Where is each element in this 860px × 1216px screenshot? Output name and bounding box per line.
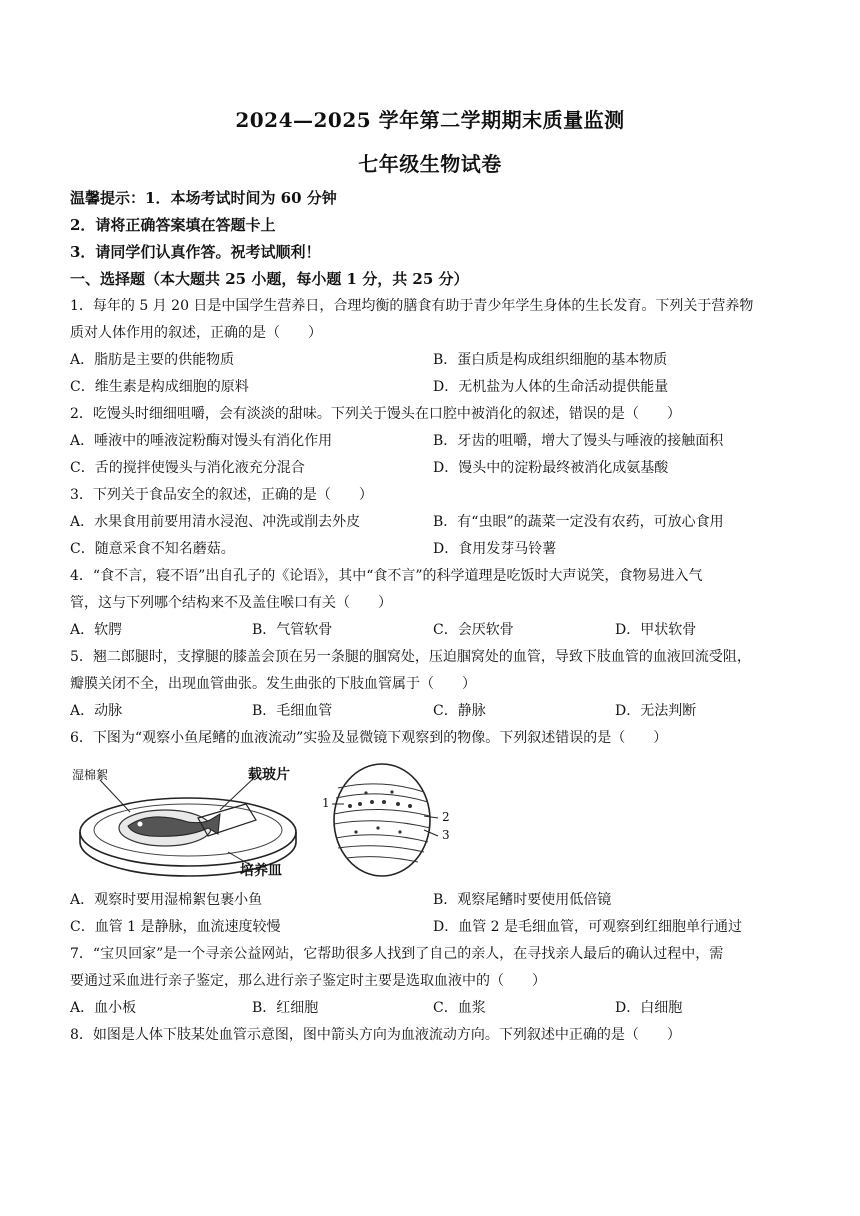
fig-label-wet-cotton: 湿棉絮 — [72, 768, 109, 782]
q1-option-a: A．脂肪是主要的供能物质 — [70, 352, 235, 368]
q6-stem-line-1: 6．下图为“观察小鱼尾鳍的血液流动”实验及显微镜下观察到的物像。下列叙述错误的是（ ） — [70, 730, 668, 746]
q1-stem-line-2: 质对人体作用的叙述，正确的是（ ） — [70, 325, 322, 341]
q4-stem-line-1: 4．“食不言，寝不语”出自孔子的《论语》，其中“食不言”的科学道理是吃饭时大声说笑，食物易进入气 — [70, 568, 703, 584]
q6-option-d: D．血管 2 是毛细血管，可观察到红细胞单行通过 — [433, 919, 743, 935]
q1-stem-line-1: 1．每年的 5 月 20 日是中国学生营养日，合理均衡的膳食有助于青少年学生身体的生长发育。下列关于营养物 — [70, 298, 754, 314]
fig-number-2: 2 — [442, 810, 450, 824]
q3-stem-line-1: 3．下列关于食品安全的叙述，正确的是（ ） — [70, 487, 373, 503]
fig-label-petri-dish: 培养皿 — [240, 863, 282, 879]
q7-stem-line-2: 要通过采血进行亲子鉴定，那么进行亲子鉴定时主要是选取血液中的（ ） — [70, 973, 546, 989]
tip-line-1: 温馨提示：1．本场考试时间为 60 分钟 — [70, 189, 337, 207]
q3-option-a: A．水果食用前要用清水浸泡、冲洗或削去外皮 — [70, 514, 361, 530]
q1-option-b: B．蛋白质是构成组织细胞的基本物质 — [433, 352, 668, 368]
q2-option-b: B．牙齿的咀嚼，增大了馒头与唾液的接触面积 — [433, 433, 724, 449]
tip-line-3: 3．请同学们认真作答。祝考试顺利！ — [70, 243, 321, 261]
q4-option-a: A．软腭 — [70, 622, 123, 638]
q5-option-c: C．静脉 — [433, 703, 486, 719]
q4-option-d: D．甲状软骨 — [615, 622, 697, 638]
q4-stem-line-2: 管，这与下列哪个结构来不及盖住喉口有关（ ） — [70, 595, 392, 611]
q3-option-b: B．有“虫眼”的蔬菜一定没有农药，可放心食用 — [433, 514, 724, 530]
q7-option-d: D．白细胞 — [615, 1000, 683, 1016]
q6-option-a: A．观察时要用湿棉絮包裹小鱼 — [70, 892, 263, 908]
q5-stem-line-1: 5．翘二郎腿时，支撑腿的膝盖会顶在另一条腿的腘窝处，压迫腘窝处的血管，导致下肢血管的血液回流受阻， — [70, 649, 751, 665]
fig-label-slide: 载玻片 — [248, 767, 290, 783]
q6-fish-dish-figure — [70, 762, 310, 882]
exam-subtitle: 七年级生物试卷 — [358, 152, 502, 176]
q1-option-d: D．无机盐为人体的生命活动提供能量 — [433, 379, 669, 395]
q8-stem-line-1: 8．如图是人体下肢某处血管示意图，图中箭头方向为血液流动方向。下列叙述中正确的是（ ） — [70, 1027, 681, 1043]
q2-option-a: A．唾液中的唾液淀粉酶对馒头有消化作用 — [70, 433, 333, 449]
q7-option-b: B．红细胞 — [252, 1000, 319, 1016]
q6-microscope-figure — [320, 758, 470, 883]
q3-option-c: C．随意采食不知名蘑菇。 — [70, 541, 235, 557]
exam-title: 2024—2025 学年第二学期期末质量监测 — [235, 108, 625, 132]
q2-option-c: C．舌的搅拌使馒头与消化液充分混合 — [70, 460, 305, 476]
fig-number-1: 1 — [322, 796, 330, 810]
q5-option-d: D．无法判断 — [615, 703, 697, 719]
q3-option-d: D．食用发芽马铃薯 — [433, 541, 557, 557]
q2-option-d: D．馒头中的淀粉最终被消化成氨基酸 — [433, 460, 669, 476]
q6-option-b: B．观察尾鳍时要使用低倍镜 — [433, 892, 612, 908]
section-heading: 一、选择题（本大题共 25 小题，每小题 1 分，共 25 分） — [70, 270, 469, 288]
q6-option-c: C．血管 1 是静脉，血流速度较慢 — [70, 919, 281, 935]
q5-stem-line-2: 瓣膜关闭不全，出现血管曲张。发生曲张的下肢血管属于（ ） — [70, 676, 476, 692]
q7-option-c: C．血浆 — [433, 1000, 486, 1016]
q2-stem-line-1: 2．吃馒头时细细咀嚼，会有淡淡的甜味。下列关于馒头在口腔中被消化的叙述，错误的是（ ） — [70, 406, 681, 422]
q7-option-a: A．血小板 — [70, 1000, 137, 1016]
q4-option-c: C．会厌软骨 — [433, 622, 514, 638]
q7-stem-line-1: 7．“宝贝回家”是一个寻亲公益网站，它帮助很多人找到了自己的亲人，在寻找亲人最后的确认过程中，需 — [70, 946, 724, 962]
q5-option-b: B．毛细血管 — [252, 703, 333, 719]
q4-option-b: B．气管软骨 — [252, 622, 333, 638]
q5-option-a: A．动脉 — [70, 703, 123, 719]
q1-option-c: C．维生素是构成细胞的原料 — [70, 379, 249, 395]
fig-number-3: 3 — [442, 828, 450, 842]
tip-line-2: 2．请将正确答案填在答题卡上 — [70, 216, 276, 234]
